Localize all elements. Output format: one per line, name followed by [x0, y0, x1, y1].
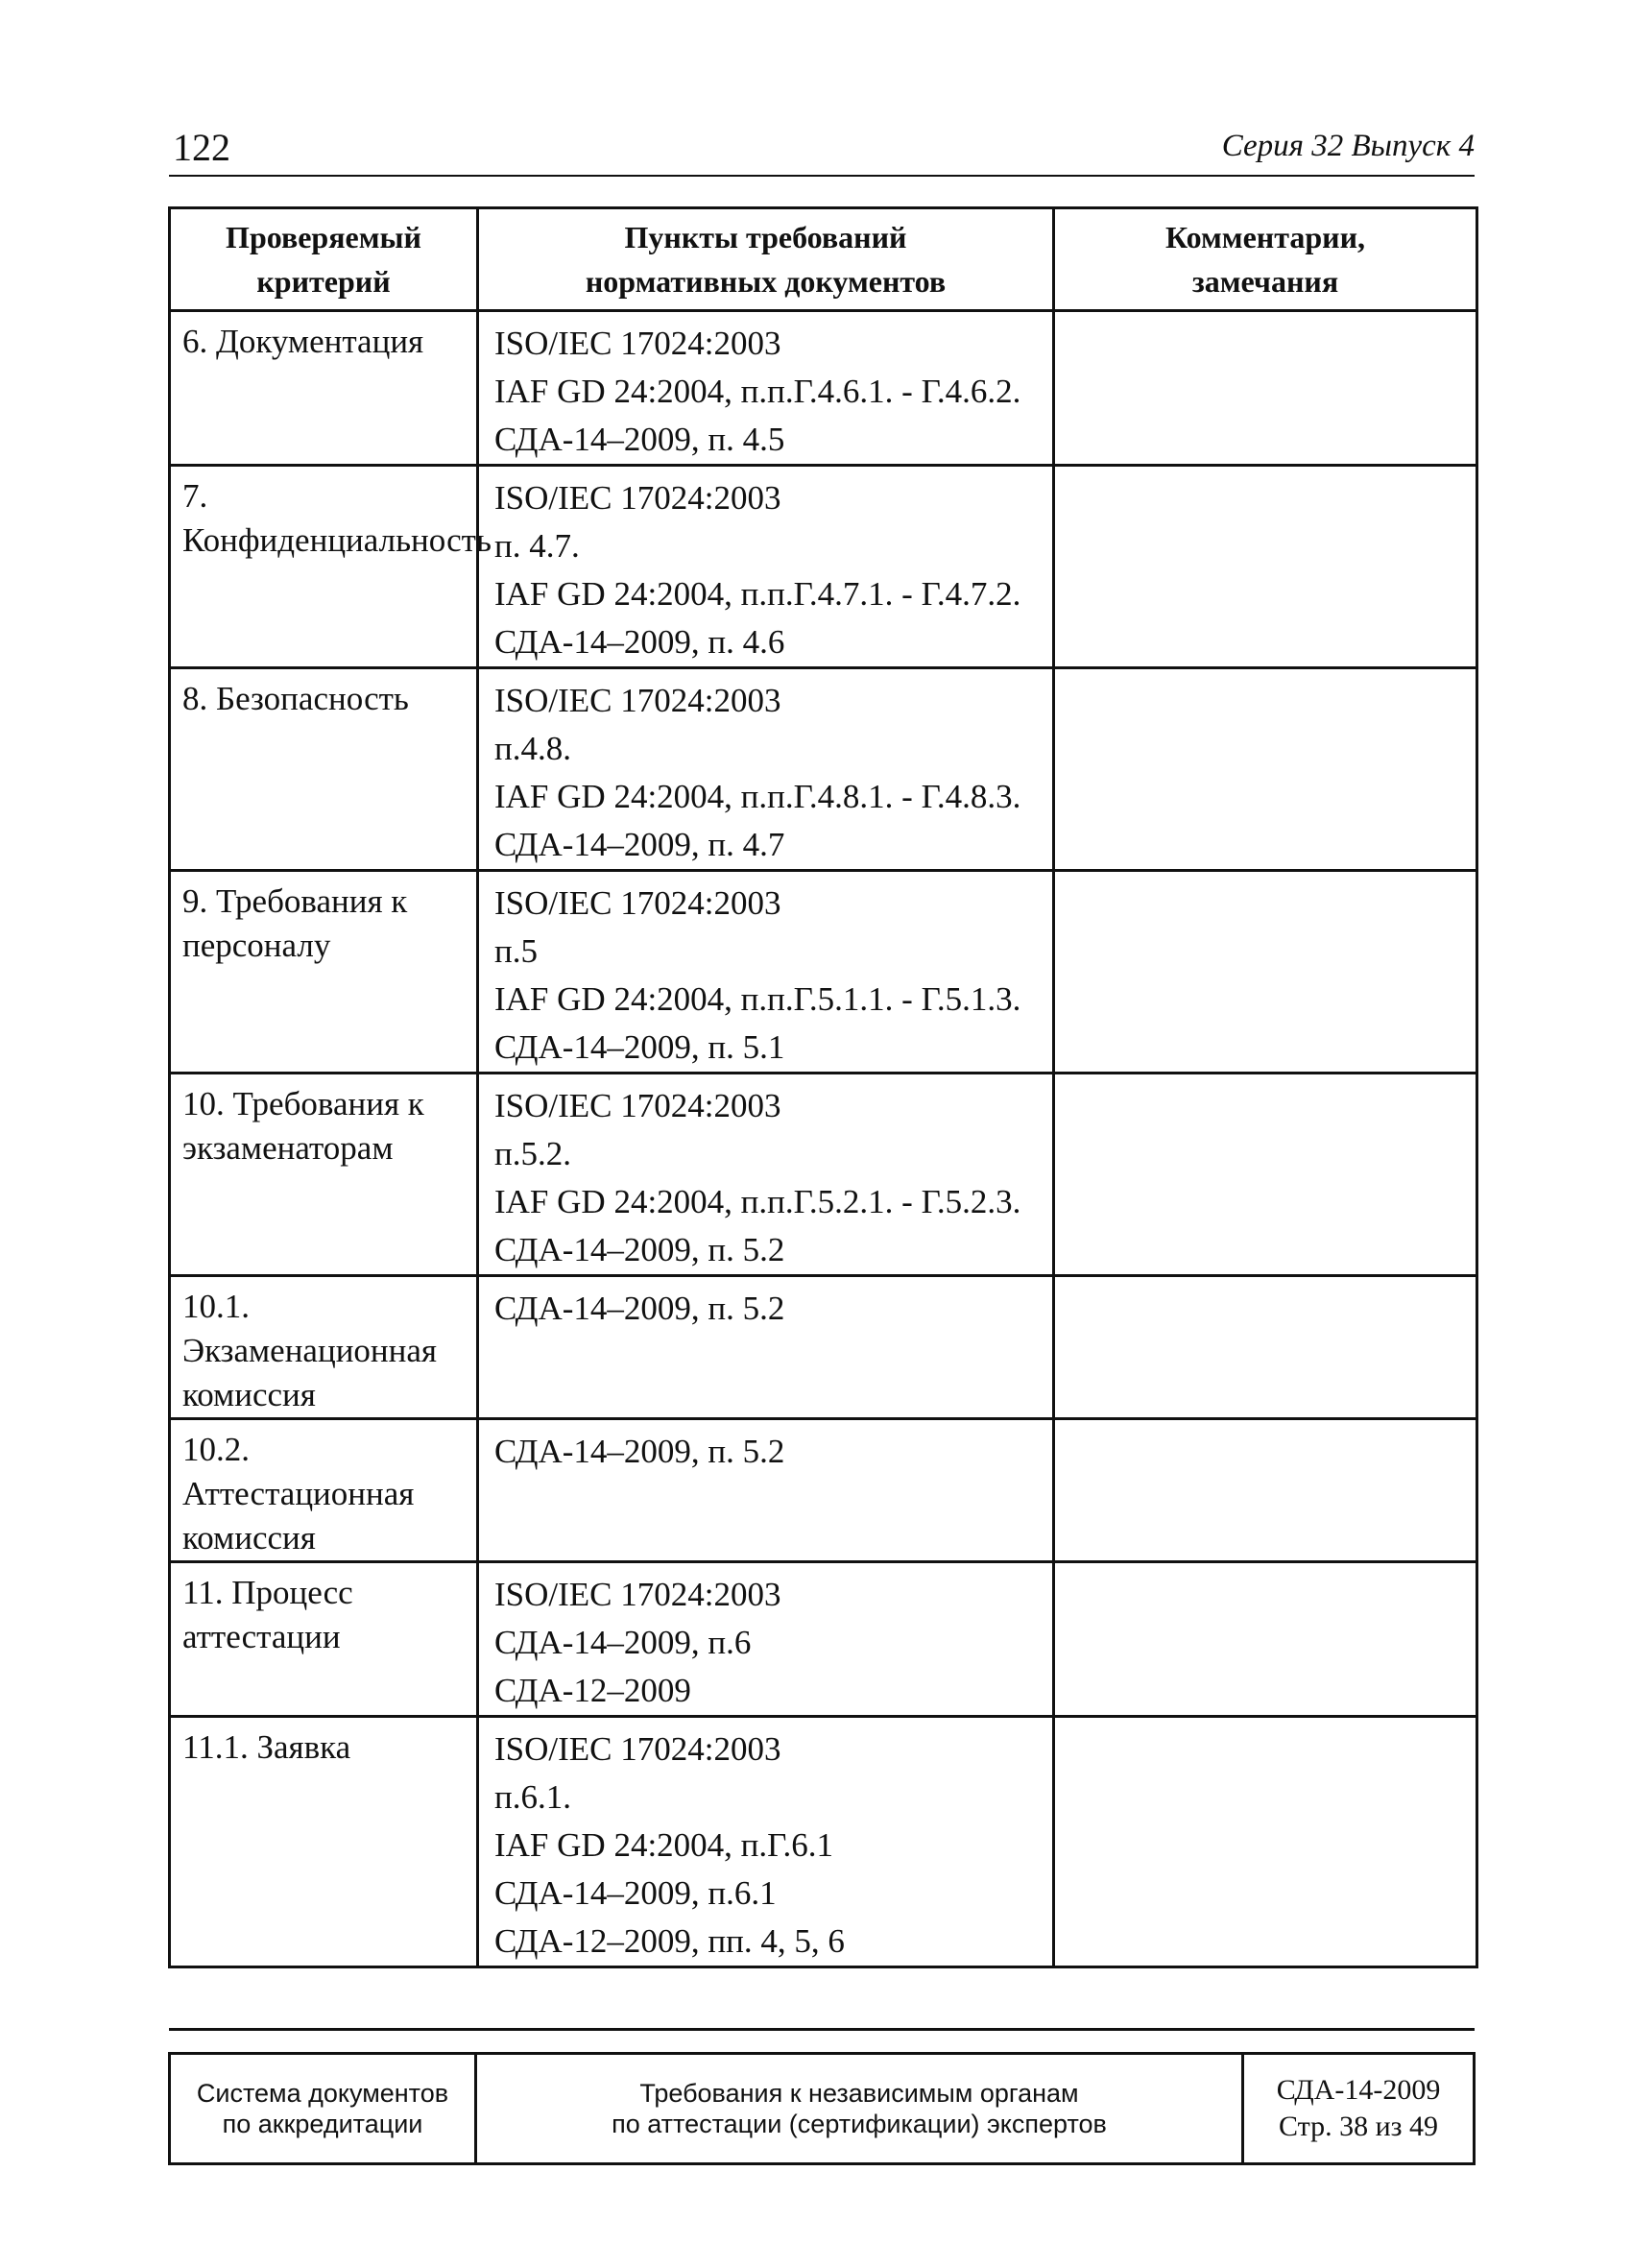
requirement-line: СДА-14–2009, п. 4.5: [494, 421, 785, 458]
criterion-text: 11.1. Заявка: [182, 1728, 351, 1766]
requirement-line: СДА-14–2009, п. 4.7: [494, 826, 785, 863]
comments-cell: [1054, 1717, 1477, 1967]
header-criterion: [170, 208, 478, 311]
requirements-cell: [478, 1419, 1054, 1562]
header-line: нормативных документов: [585, 264, 947, 299]
table-row: [170, 668, 1477, 871]
requirement-line: ISO/IEC 17024:2003: [494, 325, 781, 362]
footer-system: [171, 2055, 477, 2162]
header-line: замечания: [1191, 264, 1339, 299]
table-row: [170, 1074, 1477, 1276]
requirement-line: п.6.1.: [494, 1778, 571, 1816]
requirements-cell: [478, 871, 1054, 1074]
requirement-line: СДА-14–2009, п.6.1: [494, 1874, 777, 1912]
table-row: [170, 1562, 1477, 1717]
header-line: Пункты требований: [624, 220, 907, 254]
requirements-cell: [478, 1717, 1054, 1967]
criterion-cell: [170, 1562, 478, 1717]
requirement-line: СДА-14–2009, п. 4.6: [494, 623, 785, 661]
criterion-text: 10.2. Аттестационная: [182, 1431, 415, 1512]
requirement-line: IAF GD 24:2004, п.п.Г.4.8.1. - Г.4.8.3.: [494, 778, 1021, 815]
requirement-line: п.4.8.: [494, 730, 571, 767]
requirement-line: ISO/IEC 17024:2003: [494, 1576, 781, 1613]
requirement-line: ISO/IEC 17024:2003: [494, 1730, 781, 1768]
criterion-cell: [170, 1717, 478, 1967]
page-counter: Стр. 38 из 49: [1279, 2111, 1438, 2142]
table-row: [170, 1276, 1477, 1419]
requirements-cell: [478, 466, 1054, 668]
header-requirements: [478, 208, 1054, 311]
requirement-line: СДА-12–2009: [494, 1672, 691, 1709]
footer-divider: [169, 2028, 1475, 2031]
requirement-line: ISO/IEC 17024:2003: [494, 682, 781, 719]
criterion-text: 8. Безопасность: [182, 680, 409, 717]
requirement-line: СДА-14–2009, п. 5.1: [494, 1028, 785, 1066]
page-number: 122: [173, 126, 230, 169]
series-label: Серия 32 Выпуск 4: [1221, 129, 1475, 163]
requirements-cell: [478, 1562, 1054, 1717]
requirements-cell: [478, 311, 1054, 466]
comments-cell: [1054, 1276, 1477, 1419]
comments-cell: [1054, 1562, 1477, 1717]
table-row: [170, 871, 1477, 1074]
table-row: [170, 1419, 1477, 1562]
requirement-line: п. 4.7.: [494, 527, 580, 565]
comments-cell: [1054, 1074, 1477, 1276]
criterion-text: 6. Документация: [182, 323, 424, 360]
requirement-line: ISO/IEC 17024:2003: [494, 1087, 781, 1124]
criterion-text: 10.1. Экзаменационная: [182, 1288, 438, 1369]
requirement-line: СДА-14–2009, п. 5.2: [494, 1433, 785, 1470]
comments-cell: [1054, 466, 1477, 668]
requirement-line: IAF GD 24:2004, п.п.Г.5.2.1. - Г.5.2.3.: [494, 1183, 1021, 1220]
footer-text: по аккредитации: [222, 2110, 423, 2138]
header-line: Проверяемый критерий: [226, 220, 421, 299]
table-row: [170, 311, 1477, 466]
requirement-line: IAF GD 24:2004, п.п.Г.4.7.1. - Г.4.7.2.: [494, 575, 1021, 613]
requirement-line: СДА-14–2009, п. 5.2: [494, 1290, 785, 1327]
comments-cell: [1054, 668, 1477, 871]
criterion-text: 11. Процесс аттестации: [182, 1574, 353, 1655]
criterion-cell: [170, 466, 492, 668]
requirement-line: IAF GD 24:2004, п.п.Г.4.6.1. - Г.4.6.2.: [494, 373, 1021, 410]
comments-cell: [1054, 1419, 1477, 1562]
requirement-line: IAF GD 24:2004, п.Г.6.1: [494, 1826, 833, 1864]
requirement-line: СДА-14–2009, п.6: [494, 1624, 752, 1661]
criterion-cell: [170, 1074, 478, 1276]
header-divider: [169, 175, 1475, 177]
criterion-cell: [170, 871, 478, 1074]
criterion-text: 9. Требования к персоналу: [182, 882, 408, 964]
requirements-cell: [478, 1074, 1054, 1276]
table-header-row: [170, 208, 1477, 311]
criterion-cell: [170, 1276, 478, 1419]
requirement-line: IAF GD 24:2004, п.п.Г.5.1.1. - Г.5.1.3.: [494, 980, 1021, 1018]
criterion-cell: [170, 1419, 478, 1562]
requirement-line: п.5.2.: [494, 1135, 571, 1172]
comments-cell: [1054, 311, 1477, 466]
requirement-line: СДА-12–2009, пп. 4, 5, 6: [494, 1922, 845, 1960]
footer-text: по аттестации (сертификации) экспертов: [612, 2110, 1107, 2138]
requirement-line: ISO/IEC 17024:2003: [494, 479, 781, 517]
criterion-text: экзаменаторам: [182, 1129, 394, 1167]
requirement-line: п.5: [494, 932, 538, 970]
footer-title: [477, 2055, 1244, 2162]
criterion-text: 10. Требования к: [182, 1085, 424, 1122]
footer-text: Система документов: [196, 2079, 449, 2108]
table-row: [170, 1717, 1477, 1967]
header-line: Комментарии,: [1164, 220, 1365, 254]
requirements-cell: [478, 1276, 1054, 1419]
footer-stamp: [168, 2052, 1476, 2165]
footer-code: [1244, 2055, 1473, 2162]
criterion-cell: [170, 668, 478, 871]
criterion-text: комиссия: [182, 1519, 316, 1556]
criterion-text: 7. Конфиденциальность: [182, 477, 492, 559]
criterion-cell: [170, 311, 478, 466]
table-body: [170, 311, 1477, 1967]
header-comments: [1054, 208, 1477, 311]
table-row: [170, 466, 1477, 668]
criterion-text: комиссия: [182, 1376, 316, 1413]
comments-cell: [1054, 871, 1477, 1074]
criteria-table: [168, 206, 1478, 1968]
requirements-cell: [478, 668, 1054, 871]
requirement-line: ISO/IEC 17024:2003: [494, 884, 781, 922]
document-code: СДА-14-2009: [1276, 2074, 1441, 2106]
requirement-line: СДА-14–2009, п. 5.2: [494, 1231, 785, 1268]
footer-text: Требования к независимым органам: [639, 2079, 1079, 2108]
